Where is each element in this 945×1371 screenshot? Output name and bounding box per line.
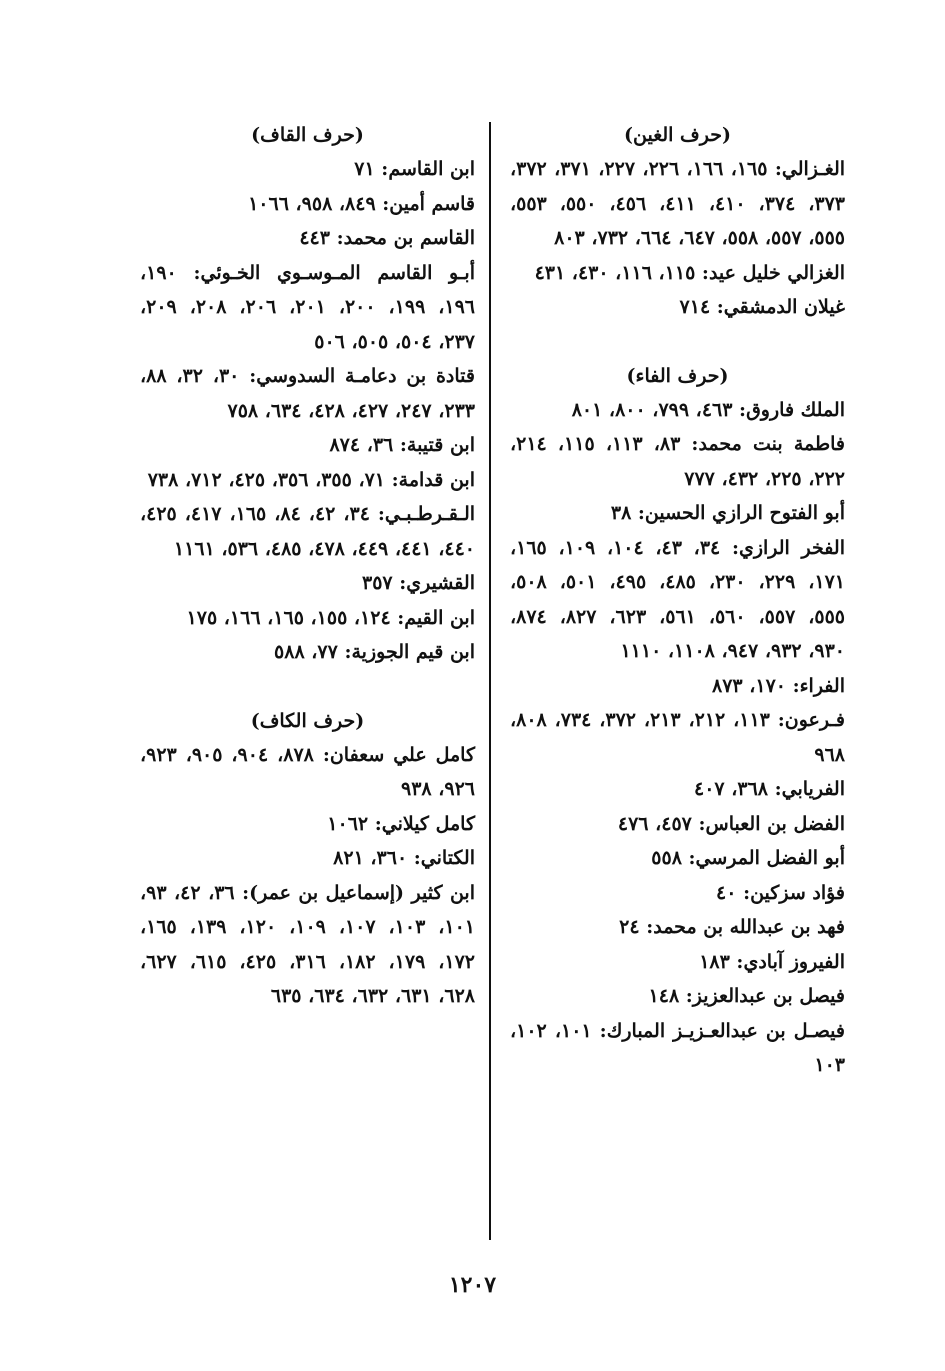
- index-entry: القاسم بن محمد: ٤٤٣: [299, 227, 475, 249]
- index-entry: الفخر الرازي: ٣٤، ٤٣، ١٠٤، ١٠٩، ١٦٥، ١٧١، ٢٢٩، ٢٣٠، ٤٨٥، ٤٩٥، ٥٠١، ٥٠٨، ٥٥٥، ٥٥٧، ٥٦٠، ٥٦١، ٦٢٣، ٨٢٧، ٨٧٤، ٩٣٠، ٩٣٢، ٩٤٧، ١١٠٨، ١١١٠: [510, 536, 845, 662]
- index-entry: غيلان الدمشقي: ٧١٤: [679, 296, 845, 318]
- index-entry: الفريابي: ٣٦٨، ٤٠٧: [694, 778, 845, 800]
- index-entry: الفضل بن العباس: ٤٥٧، ٤٧٦: [617, 812, 845, 835]
- page-number: ١٢٠٧: [448, 1272, 497, 1298]
- index-entry: فيصـل بن عبدالعـزيـز المبارك: ١٠١، ١٠٢، ١٠٣: [510, 1019, 845, 1076]
- section-heading-kaf: (حرف الكاف): [250, 709, 365, 732]
- index-entry: ابن قتيبة: ٣٦، ٨٧٤: [329, 434, 475, 456]
- index-entry: كامل كيلاني: ١٠٦٢: [327, 812, 475, 835]
- index-entry: الـقـرطـبـي: ٣٤، ٤٢، ٨٤، ١٦٥، ٤١٧، ٤٢٥، ٤٤٠، ٤٤١، ٤٤٩، ٤٧٨، ٤٨٥، ٥٣٦، ١١٦١: [140, 503, 476, 560]
- index-entry: فهد بن عبدالله بن محمد: ٢٤: [619, 916, 845, 938]
- index-entry: فؤاد سزكين: ٤٠: [716, 881, 845, 904]
- index-entry: فاطمة بنت محمد: ٨٣، ١١٣، ١١٥، ٢١٤، ٢٢٢، ٢٢٥، ٤٣٢، ٧٧٧: [510, 433, 845, 490]
- index-entry: فيصل بن عبدالعزيز: ١٤٨: [648, 985, 845, 1007]
- index-entry: ابن القاسم: ٧١: [354, 158, 475, 180]
- index-entry: قاسم أمين: ٨٤٩، ٩٥٨، ١٠٦٦: [248, 192, 475, 215]
- index-entry: ابن كثير (إسماعيل بن عمر): ٣٦، ٤٢، ٩٣، ١٠١، ١٠٣، ١٠٧، ١٠٩، ١٢٠، ١٣٩، ١٦٥، ١٧٢، ١٧٩، ١٨٢، ٣١٦، ٤٢٥، ٦١٥، ٦٢٧، ٦٢٨، ٦٣١، ٦٣٢، ٦٣٤، ٦٣٥: [140, 881, 475, 1007]
- index-entry: أبو الفضل المرسي: ٥٥٨: [651, 847, 845, 869]
- index-entry: فـرعون: ١١٣، ٢١٢، ٢١٣، ٣٧٢، ٧٣٤، ٨٠٨، ٩٦٨: [510, 709, 846, 766]
- index-entry: الملك فاروق: ٤٦٣، ٧٩٩، ٨٠٠، ٨٠١: [571, 398, 845, 421]
- index-entry: ابن قدامة: ٧١، ٣٥٥، ٣٥٦، ٤٢٥، ٧١٢، ٧٣٨: [147, 468, 475, 491]
- index-entry: الغـزالي: ١٦٥، ١٦٦، ٢٢٦، ٢٢٧، ٣٧١، ٣٧٢، ٣٧٣، ٣٧٤، ٤١٠، ٤١١، ٤٥٦، ٥٥٠، ٥٥٣، ٥٥٥، ٥٥٧، ٥٥٨، ٦٤٧، ٦٦٤، ٧٣٢، ٨٠٣: [510, 158, 846, 249]
- index-entry: ابن قيم الجوزية: ٧٧، ٥٨٨: [274, 641, 475, 663]
- index-entry: الكتاني: ٣٦٠، ٨٢١: [333, 847, 475, 869]
- column-divider: [489, 122, 491, 1240]
- index-entry: كامل علي سعفان: ٨٧٨، ٩٠٤، ٩٠٥، ٩٢٣، ٩٢٦، ٩٣٨: [140, 743, 476, 800]
- index-entry: الغزالي خليل عيد: ١١٥، ١١٦، ٤٣٠، ٤٣١: [534, 261, 845, 284]
- index-entry: الفيروز آبادي: ١٨٣: [699, 950, 845, 973]
- index-entry: قتادة بن دعامـة السدوسي: ٣٠، ٣٢، ٨٨، ٢٣٣، ٢٤٧، ٤٢٧، ٤٢٨، ٦٣٤، ٧٥٨: [140, 365, 475, 422]
- index-entry: أبو الفتوح الرازي الحسين: ٣٨: [610, 502, 845, 524]
- index-entry: القشيري: ٣٥٧: [362, 572, 475, 594]
- index-column-left: [140, 118, 475, 1014]
- section-heading-ghayn: (حرف الغين): [624, 124, 731, 146]
- index-column-right: [510, 118, 845, 1083]
- section-heading-qaf: (حرف القاف): [251, 124, 364, 146]
- section-heading-fa: (حرف الفاء): [626, 364, 729, 387]
- index-entry: أبـو القاسم المـوسـوي الخـوئي: ١٩٠، ١٩٦، ١٩٩، ٢٠٠، ٢٠١، ٢٠٦، ٢٠٨، ٢٠٩، ٢٣٧، ٥٠٤، ٥٠٥، ٥٠٦: [140, 261, 475, 353]
- index-entry: الفراء: ١٧٠، ٨٧٣: [711, 674, 845, 697]
- index-entry: ابن القيم: ١٢٤، ١٥٥، ١٦٥، ١٦٦، ١٧٥: [186, 606, 475, 629]
